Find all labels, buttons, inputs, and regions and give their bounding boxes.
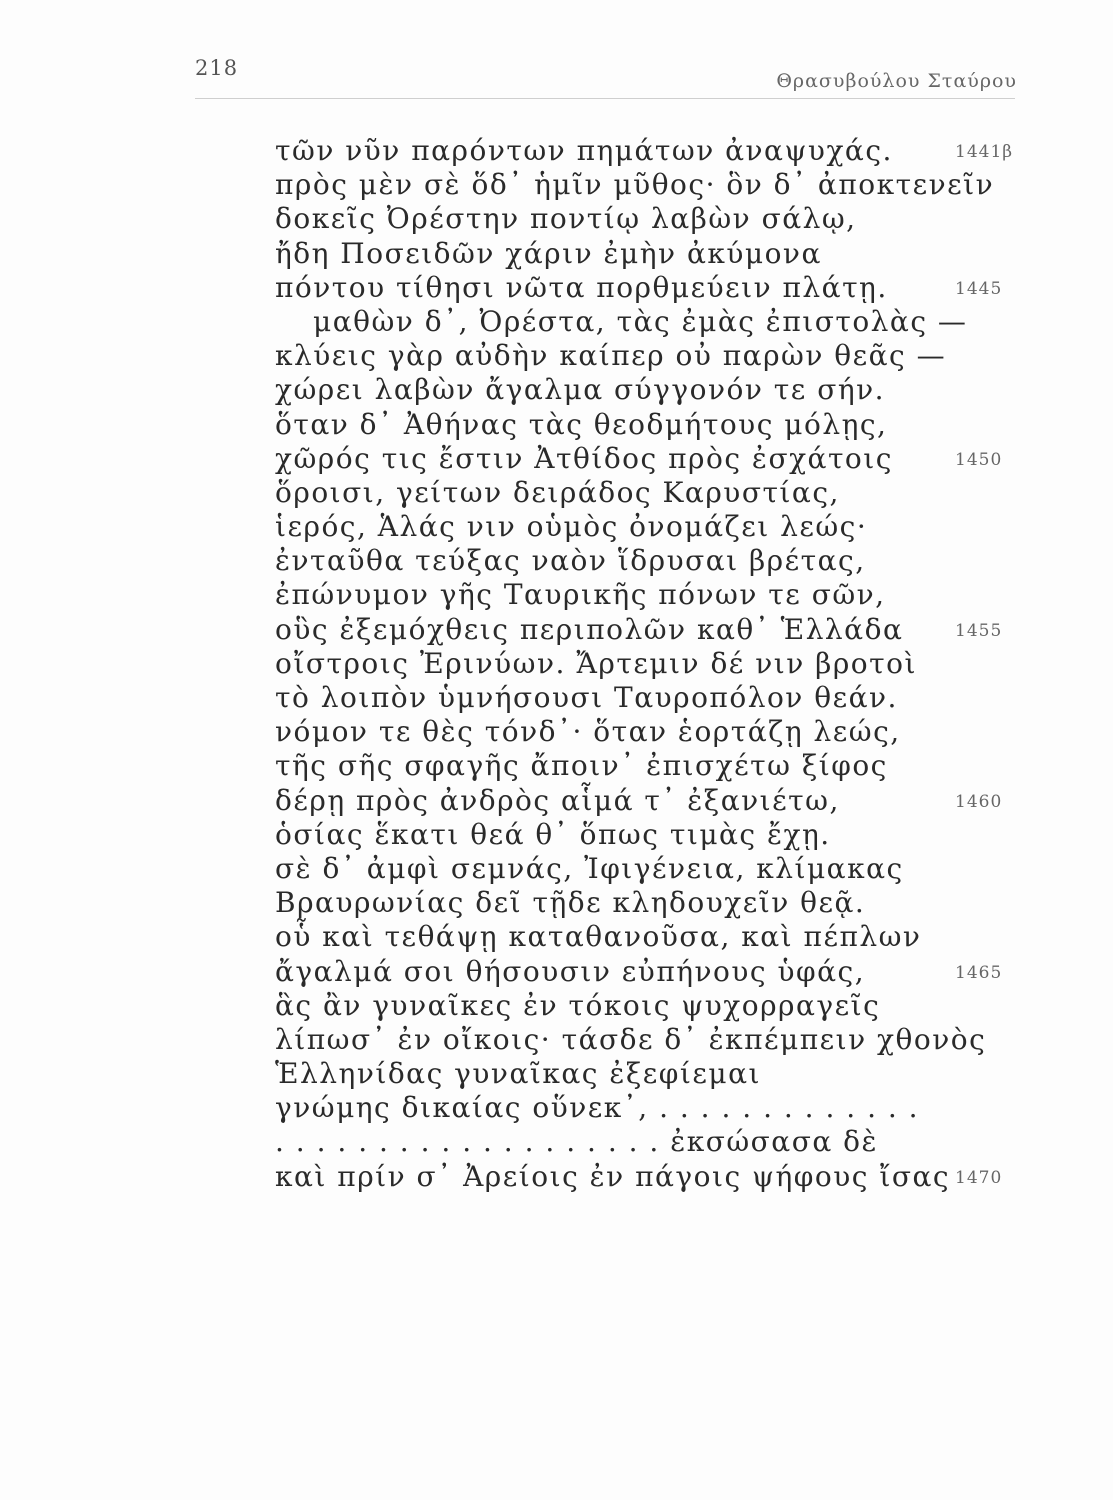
verse-text: δοκεῖς Ὀρέστην ποντίῳ λαβὼν σάλῳ, (275, 202, 857, 236)
verse-line (0, 442, 1113, 476)
verse-text: Βραυρωνίας δεῖ τῇδε κληδουχεῖν θεᾷ. (275, 886, 866, 920)
line-number: 1455 (955, 620, 1003, 641)
verse-text: ὁσίας ἕκατι θεά θ᾽ ὅπως τιμὰς ἔχῃ. (275, 817, 831, 851)
verse-text: τῆς σῆς σφαγῆς ἄποιν᾽ ἐπισχέτω ξίφος (275, 749, 888, 783)
verse-line (0, 544, 1113, 578)
page-number: 218 (195, 56, 239, 80)
verse-text: οὓς ἐξεμόχθεις περιπολῶν καθ᾽ Ἑλλάδα (275, 612, 904, 646)
verse-line (0, 134, 1113, 168)
verse-text: ἃς ἂν γυναῖκες ἐν τόκοις ψυχορραγεῖς (275, 988, 881, 1022)
verse-line (0, 408, 1113, 442)
verse-block (0, 134, 1113, 1194)
verse-text: πόντου τίθησι νῶτα πορθμεύειν πλάτῃ. (275, 270, 888, 304)
verse-text: οὗ καὶ τεθάψῃ καταθανοῦσα, καὶ πέπλων (275, 920, 922, 954)
verse-text: καὶ πρίν σ᾽ Ἀρείοις ἐν πάγοις ψήφους ἴσας (275, 1159, 951, 1193)
verse-line (0, 476, 1113, 510)
verse-line (0, 168, 1113, 202)
running-head: Θρασυβούλου Σταύρου (776, 70, 1017, 92)
verse-text: ὅροισι, γείτων δειράδος Καρυστίας, (275, 475, 840, 509)
verse-line (0, 715, 1113, 749)
verse-line (0, 1057, 1113, 1091)
verse-text: χώρει λαβὼν ἄγαλμα σύγγονόν τε σήν. (275, 373, 886, 407)
verse-text: οἴστροις Ἐρινύων. Ἄρτεμιν δέ νιν βροτοὶ (275, 646, 917, 680)
verse-line (0, 886, 1113, 920)
verse-line (0, 373, 1113, 407)
verse-line (0, 271, 1113, 305)
verse-line (0, 989, 1113, 1023)
verse-text: γνώμης δικαίας οὕνεκ᾽, . . . . . . . . . . . . . (275, 1091, 920, 1125)
line-number: 1450 (955, 449, 1003, 470)
verse-text: τῶν νῦν παρόντων πημάτων ἀναψυχάς. (275, 134, 893, 167)
verse-line (0, 202, 1113, 236)
verse-text: τὸ λοιπὸν ὑμνήσουσι Ταυροπόλον θεάν. (275, 681, 898, 714)
verse-text: ἤδη Ποσειδῶν χάριν ἐμὴν ἀκύμονα (275, 236, 822, 270)
verse-line (0, 681, 1113, 715)
verse-text: χῶρός τις ἔστιν Ἀτθίδος πρὸς ἐσχάτοις (275, 441, 893, 475)
verse-text: σὲ δ᾽ ἀμφὶ σεμνάς, Ἰφιγένεια, κλίμακας (275, 851, 904, 885)
verse-line (0, 305, 1113, 339)
verse-line (0, 852, 1113, 886)
verse-text: ἐπώνυμον γῆς Ταυρικῆς πόνων τε σῶν, (275, 578, 886, 612)
verse-text: κλύεις γὰρ αὐδὴν καίπερ οὐ παρὼν θεᾶς — (275, 339, 947, 373)
verse-line (0, 1160, 1113, 1194)
verse-line (0, 1125, 1113, 1159)
line-number: 1460 (955, 791, 1003, 812)
verse-line (0, 1023, 1113, 1057)
verse-line (0, 1091, 1113, 1125)
line-number: 1470 (955, 1167, 1003, 1188)
verse-line (0, 613, 1113, 647)
verse-text: Ἑλληνίδας γυναῖκας ἐξεφίεμαι (275, 1057, 761, 1091)
verse-text: νόμον τε θὲς τόνδ᾽· ὅταν ἑορτάζῃ λεώς, (275, 715, 901, 749)
verse-text: δέρῃ πρὸς ἀνδρὸς αἷμά τ᾽ ἐξανιέτω, (275, 783, 840, 817)
header-rule (195, 98, 1015, 99)
line-number: 1465 (955, 962, 1003, 983)
verse-line (0, 784, 1113, 818)
verse-text: ἄγαλμά σοι θήσουσιν εὐπήνους ὑφάς, (275, 954, 866, 988)
verse-line (0, 339, 1113, 373)
verse-text: . . . . . . . . . . . . . . . . . . . ἐκσώσασα δὲ (275, 1125, 879, 1159)
verse-text: ὅταν δ᾽ Ἀθήνας τὰς θεοδμήτους μόλῃς, (275, 407, 888, 441)
verse-text: μαθὼν δ᾽, Ὀρέστα, τὰς ἐμὰς ἐπιστολὰς — (313, 304, 968, 338)
verse-line (0, 578, 1113, 612)
verse-line (0, 510, 1113, 544)
verse-text: ἐνταῦθα τεύξας ναὸν ἵδρυσαι βρέτας, (275, 544, 866, 578)
verse-text: λίπωσ᾽ ἐν οἴκοις· τάσδε δ᾽ ἐκπέμπειν χθονὸς (275, 1022, 987, 1056)
verse-line (0, 955, 1113, 989)
verse-line (0, 920, 1113, 954)
verse-text: πρὸς μὲν σὲ ὅδ᾽ ἡμῖν μῦθος· ὃν δ᾽ ἀποκτενεῖν (275, 168, 995, 202)
verse-line (0, 237, 1113, 271)
verse-text: ἱερός, Ἁλάς νιν οὑμὸς ὀνομάζει λεώς· (275, 510, 868, 544)
verse-line (0, 647, 1113, 681)
verse-line (0, 818, 1113, 852)
line-number: 1441β (955, 142, 1014, 162)
verse-line (0, 749, 1113, 783)
line-number: 1445 (955, 278, 1003, 299)
